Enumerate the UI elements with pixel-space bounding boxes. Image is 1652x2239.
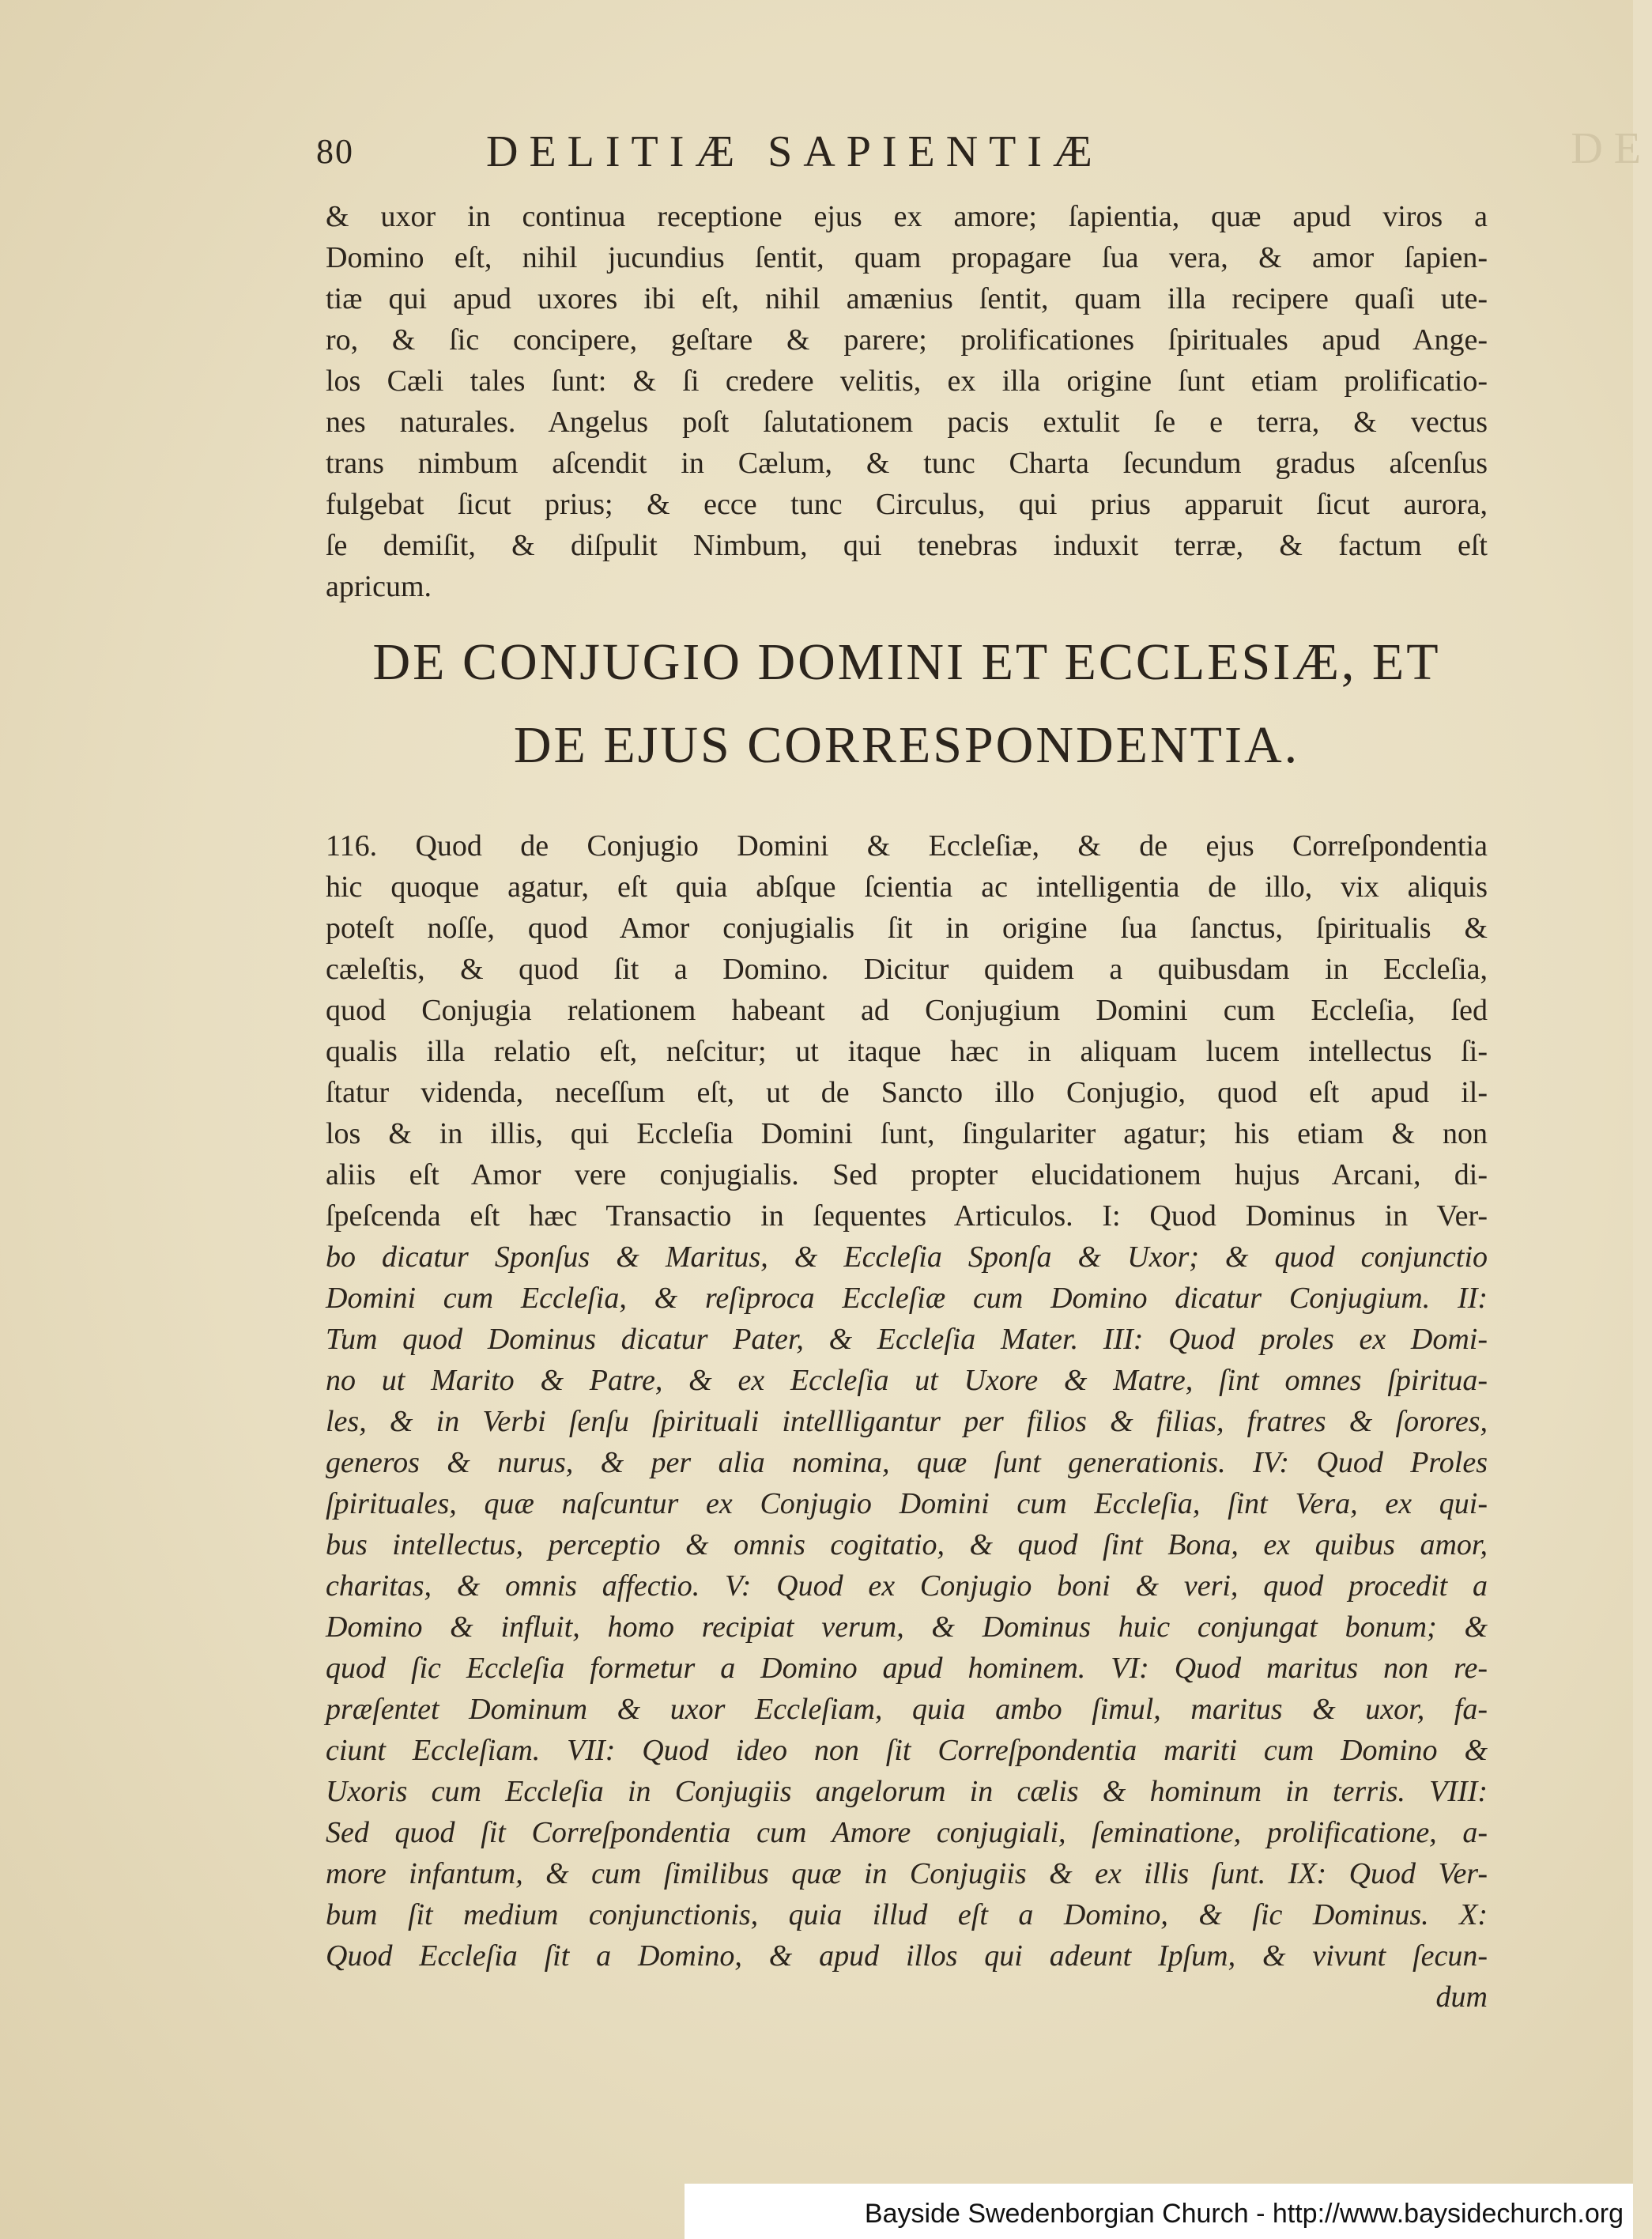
text-line: los & in illis, qui Eccleſia Domini ſunt, ſingulariter agatur; his etiam & non [326, 1117, 1488, 1150]
text-line: Sed quod ſit Correſpondentia cum Amore conjugiali, ſeminatione, prolificatione, a- [326, 1816, 1488, 1849]
text-line: bo dicatur Sponſus & Maritus, & Eccleſia Sponſa & Uxor; & quod conjunctio [326, 1240, 1488, 1274]
text-line: hic quoque agatur, eſt quia abſque ſcientia ac intelligentia de illo, vix aliquis [326, 870, 1488, 904]
text-line: more infantum, & cum ſimilibus quæ in Conjugiis & ex illis ſunt. IX: Quod Ver- [326, 1857, 1488, 1890]
text-line: quod ſic Eccleſia formetur a Domino apud hominem. VI: Quod maritus non re- [326, 1652, 1488, 1685]
page-header [316, 119, 1652, 182]
text-line: tiæ qui apud uxores ibi eſt, nihil amænius ſentit, quam illa recipere quaſi ute- [326, 282, 1488, 315]
text-line: cæleſtis, & quod ſit a Domino. Dicitur quidem a quibusdam in Eccleſia, [326, 953, 1488, 986]
text-line: los Cæli tales ſunt: & ſi credere velitis, ex illa origine ſunt etiam prolificatio- [326, 364, 1488, 398]
catchword: dum [1435, 1980, 1488, 2014]
text-line: ſe demiſit, & diſpulit Nimbum, qui tenebras induxit terræ, & factum eſt [326, 529, 1488, 562]
text-line: les, & in Verbi ſenſu ſpirituali intellligantur per filios & filias, fratres & ſorores, [326, 1405, 1488, 1438]
text-line: trans nimbum aſcendit in Cælum, & tunc Charta ſecundum gradus aſcenſus [326, 447, 1488, 480]
text-line: Domino eſt, nihil jucundius ſentit, quam propagare ſua vera, & amor ſapien- [326, 241, 1488, 274]
text-line: 116. Quod de Conjugio Domini & Eccleſiæ, & de ejus Correſpondentia [326, 829, 1488, 863]
footer-credit: Bayside Swedenborgian Church - http://www.baysidechurch.org [864, 2199, 1624, 2229]
text-line: ſpeſcenda eſt hæc Transactio in ſequentes Articulos. I: Quod Dominus in Ver- [326, 1199, 1488, 1233]
text-line: poteſt noſſe, quod Amor conjugialis ſit in origine ſua ſanctus, ſpiritualis & [326, 912, 1488, 945]
text-line: ſpirituales, quæ naſcuntur ex Conjugio Domini cum Eccleſia, ſint Vera, ex qui- [326, 1487, 1488, 1520]
text-line: nes naturales. Angelus poſt ſalutationem pacis extulit ſe e terra, & vectus [326, 406, 1488, 439]
text-line: præſentet Dominum & uxor Eccleſiam, quia ambo ſimul, maritus & uxor, fa- [326, 1693, 1488, 1726]
text-line: aliis eſt Amor vere conjugialis. Sed propter elucidationem hujus Arcani, di- [326, 1158, 1488, 1191]
text-line: quod Conjugia relationem habeant ad Conjugium Domini cum Eccleſia, ſed [326, 994, 1488, 1027]
bleed-through-head: DE [1571, 124, 1652, 173]
text-line: charitas, & omnis affectio. V: Quod ex Conjugio boni & veri, quod procedit a [326, 1569, 1488, 1603]
text-line: & uxor in continua receptione ejus ex amore; ſapientia, quæ apud viros a [326, 200, 1488, 233]
text-line: ciunt Eccleſiam. VII: Quod ideo non ſit Correſpondentia mariti cum Domino & [326, 1734, 1488, 1767]
paragraph-continuation [326, 196, 1488, 607]
text-line: no ut Marito & Patre, & ex Eccleſia ut Uxore & Matre, ſint omnes ſpiritua- [326, 1364, 1488, 1397]
paragraph-116 [326, 825, 1488, 2018]
text-line: Uxoris cum Eccleſia in Conjugiis angelorum in cælis & hominum in terris. VIII: [326, 1775, 1488, 1808]
running-head: DELITIÆ SAPIENTIÆ [486, 127, 1103, 176]
text-line: bus intellectus, perceptio & omnis cogitatio, & quod ſint Bona, ex quibus amor, [326, 1528, 1488, 1561]
text-line: Quod Eccleſia ſit a Domino, & apud illos qui adeunt Ipſum, & vivunt ſecun- [326, 1939, 1488, 1973]
text-line: ſtatur videnda, neceſſum eſt, ut de Sancto illo Conjugio, quod eſt apud il- [326, 1076, 1488, 1109]
text-line: Domini cum Eccleſia, & reſiproca Eccleſiæ cum Domino dicatur Conjugium. II: [326, 1282, 1488, 1315]
text-line: qualis illa relatio eſt, neſcitur; ut itaque hæc in aliquam lucem intellectus ſi- [326, 1035, 1488, 1068]
text-line: Tum quod Dominus dicatur Pater, & Eccleſia Mater. III: Quod proles ex Domi- [326, 1323, 1488, 1356]
section-heading-line-1: DE CONJUGIO DOMINI ET ECCLESIÆ, ET [372, 633, 1441, 691]
text-line: Domino & influit, homo recipiat verum, & Dominus huic conjungat bonum; & [326, 1610, 1488, 1644]
text-line: ro, & ſic concipere, geſtare & parere; prolificationes ſpirituales apud Ange- [326, 323, 1488, 357]
text-line: bum ſit medium conjunctionis, quia illud eſt a Domino, & ſic Dominus. X: [326, 1898, 1488, 1931]
text-line: generos & nurus, & per alia nomina, quæ ſunt generationis. IV: Quod Proles [326, 1446, 1488, 1479]
page-number: 80 [316, 132, 354, 171]
text-line: fulgebat ſicut prius; & ecce tunc Circulus, qui prius apparuit ſicut aurora, [326, 488, 1488, 521]
section-heading-line-2: DE EJUS CORRESPONDENTIA. [513, 716, 1300, 774]
text-line: apricum. [326, 570, 432, 603]
